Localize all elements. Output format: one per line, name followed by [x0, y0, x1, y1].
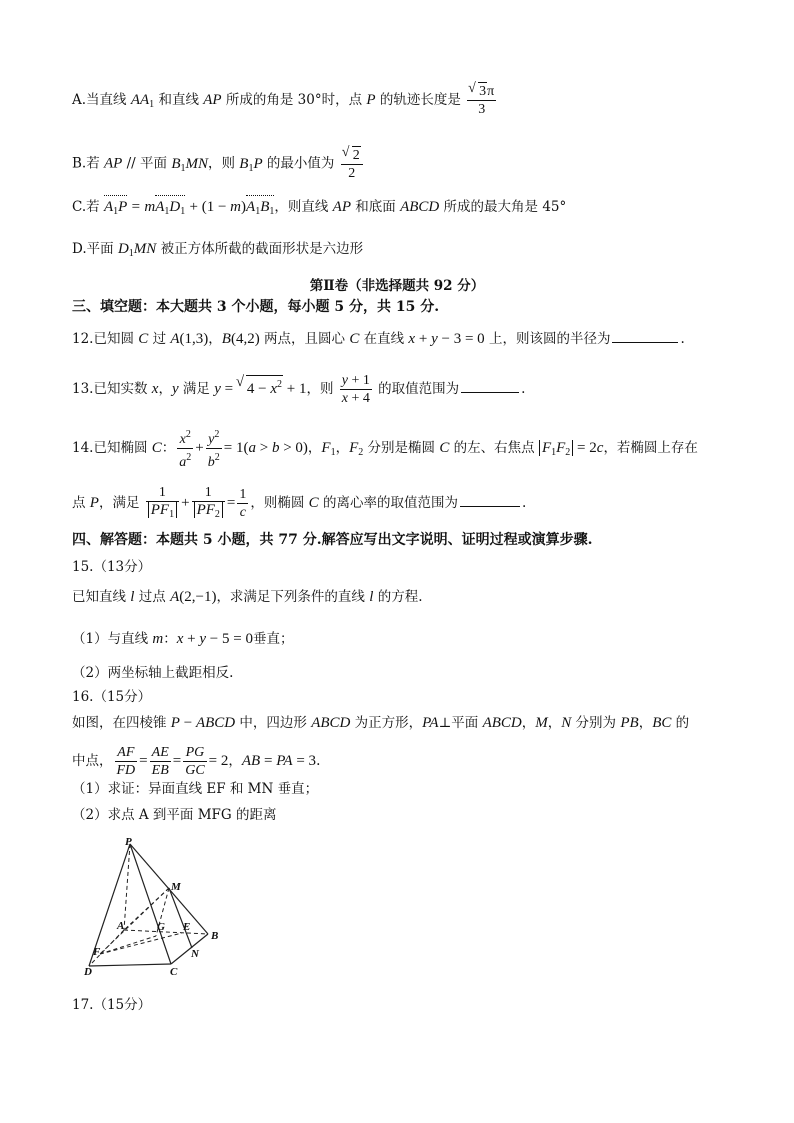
segment-fe	[100, 933, 182, 954]
option-b: B.若 AP // 平面 $B_1MN$，则 $B_1P$ 的最小值为 √ $\frac{2}{2}$	[72, 146, 365, 182]
option-c: C.若 $A_1P = mA_1D_1 + (1 - m)A_1B_1$，则直线 AP 和底面 ABCD 所成的最大角是 45°	[72, 198, 566, 221]
label-g: G	[157, 921, 165, 933]
question-12: 12.已知圆 C 过 A(1,3)，B(4,2) 两点，且圆心 C 在直线 x + y − 3 = 0 上，则该圆的半径为 .	[72, 331, 685, 347]
fill-in-header: 三、填空题：本大题共 3 个小题，每小题 5 分，共 15 分.	[72, 299, 440, 315]
pyramid-figure	[70, 836, 230, 981]
option-a	[72, 82, 498, 118]
option-d: D.平面 $D_1MN$ 被正方体所截的截面形状是六边形	[72, 241, 364, 259]
label-p: P	[125, 836, 132, 848]
edge-dc	[89, 964, 171, 966]
question-15-heading: 15.（13分）	[72, 559, 152, 575]
option-a-text: A.当直线 $AA_1$ 和直线 AP 所成的角是 30°时，点 P 的轨迹长度是 √ $\frac{3\pi}{3}$	[72, 92, 498, 108]
question-15-stem: 已知直线 l 过点 A(2,−1)，求满足下列条件的直线 l 的方程.	[72, 589, 423, 605]
label-a: A	[117, 920, 125, 932]
label-m: M	[171, 881, 181, 893]
question-14-line-1: 14.已知椭圆 C： $\frac{x^2}{a^2}$ + $\frac{y^2}{b^2}$ = 1(a > b > 0)，$F_1$，$F_2$ 分别是椭圆 C 的左、右焦点 $F_1F_2 = 2c$，若椭圆上存在	[72, 426, 698, 471]
segment-mn	[169, 888, 192, 948]
question-16-stem-2: 中点， $\frac{AF}{FD}$ = $\frac{AE}{EB}$ = $\frac{PG}{GC}$ = 2，AB = PA = 3.	[72, 745, 321, 778]
label-f: F	[93, 946, 101, 958]
edge-pa	[124, 844, 130, 930]
question-16-part-2: （2）求点 A 到平面 MFG 的距离	[72, 807, 277, 823]
solve-header: 四、解答题：本题共 5 小题，共 77 分.解答应写出文字说明、证明过程或演算步骤.	[72, 532, 593, 548]
label-d: D	[84, 966, 92, 978]
question-16-stem-1: 如图，在四棱锥 P − ABCD 中，四边形 ABCD 为正方形，PA⊥平面 ABCD，M，N 分别为 PB，BC 的	[72, 715, 690, 731]
label-e: E	[183, 921, 191, 933]
question-17-heading: 17.（15分）	[72, 997, 152, 1013]
question-16-heading: 16.（15分）	[72, 689, 152, 705]
edge-cb	[171, 934, 208, 964]
question-16-part-1: （1）求证：异面直线 EF 和 MN 垂直；	[72, 781, 319, 797]
label-b: B	[211, 930, 219, 942]
edge-ab	[124, 930, 208, 934]
segment-fg	[100, 936, 156, 954]
question-13: 13.已知实数 x，y 满足 y = √ $4 - x^2 + 1$，则 $\frac{y + 1}{x + 4}$ 的取值范围为 .	[72, 372, 525, 407]
question-15-part-1: （1）与直线 m：x + y − 5 = 0垂直；	[72, 631, 294, 647]
part2-title: 第Ⅱ卷（非选择题共 92 分）	[309, 278, 485, 294]
label-c: C	[170, 966, 178, 978]
label-n: N	[191, 948, 199, 960]
question-15-part-2: （2）两坐标轴上截距相反.	[72, 665, 234, 681]
question-14-line-2: 点 P，满足 $\frac{1}{PF_1}$ + $\frac{1}{PF_2}$ = $\frac{1}{c}$ ，则椭圆 C 的离心率的取值范围为 .	[72, 485, 527, 520]
